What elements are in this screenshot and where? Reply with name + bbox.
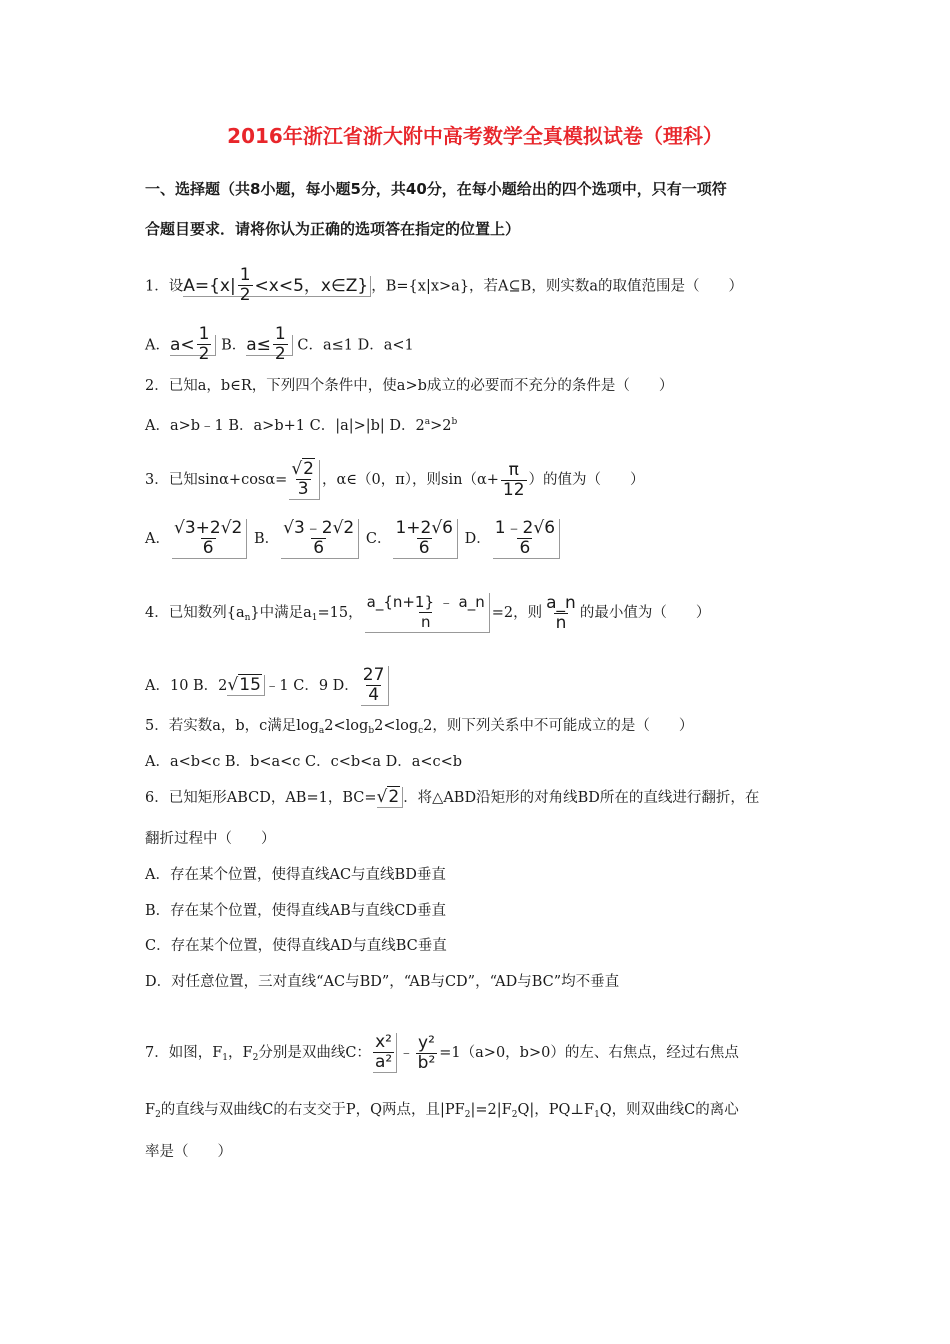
question-4-options xyxy=(145,666,391,706)
q7-l2-sub3: 2 xyxy=(511,1110,518,1120)
q2-sup-a: a xyxy=(424,417,431,427)
q3-frac1-den: 3 xyxy=(297,479,309,499)
q4-radicand: 15 xyxy=(239,675,261,695)
q7-l2-sub2: 2 xyxy=(464,1110,471,1120)
q2-options-text: A．a>b﹣1 B．a>b+1 C．|a|>|b| D．2 xyxy=(145,418,425,434)
q7-l2-b: 的直线与双曲线C的右支交于P，Q两点，且|PF xyxy=(160,1102,465,1118)
q5-text-mid-a: 2<log xyxy=(324,718,369,734)
question-7-stem-line-3: 率是（ ） xyxy=(145,1144,232,1160)
q1-options-c-d: C．a≤1 D．a<1 xyxy=(297,337,414,354)
q1-option-b-den: 2 xyxy=(274,344,286,364)
question-5-options: A．a<b<c B．b<a<c C．c<b<a D．a<c<b xyxy=(145,754,463,770)
q5-text-a: 5．若实数a，b，c满足log xyxy=(145,718,319,734)
q4-fraction-1 xyxy=(365,593,490,633)
q4-text-c: =15， xyxy=(317,605,363,621)
q4-frac2-den: n xyxy=(555,612,567,633)
q3-option-b-fraction xyxy=(281,519,359,559)
q3-option-c-den: 6 xyxy=(418,538,430,558)
q7-text-mid-a: ，F xyxy=(228,1045,253,1061)
q3-option-b-num: √3﹣2√2 xyxy=(283,518,355,538)
q4-option-d-num: 27 xyxy=(362,665,385,685)
section-heading-line-1: 一、选择题（共8小题，每小题5分，共40分，在每小题给出的四个选项中，只有一项符 xyxy=(145,180,727,198)
q4-sub-1: 1 xyxy=(311,613,318,623)
q7-l2-e: Q，则双曲线C的离心 xyxy=(599,1102,739,1118)
question-5-stem xyxy=(145,716,693,741)
q1-option-b-lhs: a≤ xyxy=(246,334,271,355)
q4-frac2-num: a_n xyxy=(546,592,576,613)
q6-text-b: ．将△ABD沿矩形的对角线BD所在的直线进行翻折，在 xyxy=(403,790,760,806)
q3-frac2-num: π xyxy=(508,459,519,480)
q1-option-b-fraction xyxy=(273,325,288,364)
q7-fraction-y xyxy=(416,1034,438,1073)
q1-option-a-fraction xyxy=(197,325,212,364)
q6-text-a: 6．已知矩形ABCD，AB=1，BC= xyxy=(145,790,377,806)
q4-option-b-radical: √15 xyxy=(227,675,264,696)
q4-text-d: =2，则 xyxy=(491,605,543,621)
q1-frac-den: 2 xyxy=(239,285,251,305)
q6-radical: √2 xyxy=(377,787,404,808)
q3-option-a-fraction xyxy=(172,519,247,559)
q2-sup-b: b xyxy=(451,417,458,427)
q2-options-mid: >2 xyxy=(430,418,452,434)
q4-fraction-2 xyxy=(544,594,578,633)
q5-text-mid-b: 2<log xyxy=(374,718,419,734)
q7-l2-a: F xyxy=(145,1102,156,1118)
q7-frac-y-num: y² xyxy=(418,1032,435,1053)
q3-option-a-den: 6 xyxy=(202,538,214,558)
q7-l2-c: |=2|F xyxy=(470,1102,512,1118)
q1-set-formula xyxy=(183,265,371,305)
q4-text-e: 的最小值为（ ） xyxy=(579,605,711,621)
q3-text-b: ，α∈（0，π），则sin（α+ xyxy=(322,472,499,488)
q3-option-d-den: 6 xyxy=(519,538,531,558)
page-title: 2016年浙江省浙大附中高考数学全真模拟试卷（理科） xyxy=(227,124,723,148)
q7-frac-x-den: a² xyxy=(374,1052,393,1072)
q4-option-d-den: 4 xyxy=(368,685,380,705)
q7-minus: ﹣ xyxy=(399,1045,414,1061)
q3-frac2-den: 12 xyxy=(502,479,525,500)
q3-option-c-fraction xyxy=(393,519,458,559)
q4-options-a-b: A．10 B．2 xyxy=(145,678,228,694)
question-3-stem xyxy=(145,460,645,500)
question-2-stem: 2．已知a，b∈R，下列四个条件中，使a>b成立的必要而不充分的条件是（ ） xyxy=(145,378,674,394)
q4-option-d-fraction xyxy=(361,666,390,706)
q4-frac1-den: n xyxy=(420,613,431,631)
q1-option-b-num: 1 xyxy=(274,324,286,344)
q3-option-a-num: √3+2√2 xyxy=(173,518,243,538)
q7-text-a: 7．如图，F xyxy=(145,1045,223,1061)
question-6-stem xyxy=(145,787,759,808)
q3-fraction-2 xyxy=(501,461,527,500)
q7-text-mid-b: 分别是双曲线C： xyxy=(258,1045,371,1061)
q3-option-c-label: C． xyxy=(365,531,392,547)
q6-radicand: 2 xyxy=(388,787,400,807)
question-3-options xyxy=(145,519,562,559)
q7-l2-d: Q|，PQ⊥F xyxy=(517,1102,595,1118)
q7-sub-1: 1 xyxy=(222,1053,229,1063)
question-6-stem-line-2: 翻折过程中（ ） xyxy=(145,831,276,847)
q3-text-c: ）的值为（ ） xyxy=(528,472,645,488)
q3-option-b-den: 6 xyxy=(313,538,325,558)
q5-sub-b: b xyxy=(368,726,375,736)
q1-option-a-den: 2 xyxy=(198,344,210,364)
q1-option-b-label: B． xyxy=(221,337,247,354)
q7-frac-y-den: b² xyxy=(417,1052,436,1073)
q7-frac-x-num: x² xyxy=(375,1032,392,1052)
q1-frac-num: 1 xyxy=(239,265,251,285)
q1-option-a-label: A． xyxy=(145,337,170,354)
question-7-stem-line-2 xyxy=(145,1100,739,1125)
question-6-option-c: C．存在某个位置，使得直线AD与直线BC垂直 xyxy=(145,938,447,954)
q3-frac1-num: √2 xyxy=(291,459,314,479)
q4-frac1-num: a_{n+1} ﹣ a_n xyxy=(366,593,485,611)
section-heading-line-2: 合题目要求．请将你认为正确的选项答在指定的位置上） xyxy=(145,220,521,238)
q7-fraction-x xyxy=(373,1033,397,1073)
q3-option-b-label: B． xyxy=(253,531,280,547)
q4-text-a: 4．已知数列{a xyxy=(145,605,245,621)
q4-text-b: }中满足a xyxy=(250,605,312,621)
question-6-option-a: A．存在某个位置，使得直线AC与直线BD垂直 xyxy=(145,867,446,883)
q4-sub-n: n xyxy=(244,613,251,623)
q1-option-a-lhs: a< xyxy=(169,334,195,355)
q1-fraction xyxy=(238,266,253,305)
q3-option-a-label: A． xyxy=(145,531,170,547)
q7-sub-2: 2 xyxy=(252,1053,259,1063)
question-1-stem xyxy=(145,266,743,305)
question-6-option-d: D．对任意位置，三对直线“AC与BD”，“AB与CD”，“AD与BC”均不垂直 xyxy=(145,974,620,990)
q7-l2-sub: 2 xyxy=(155,1110,161,1120)
q5-sub-c: c xyxy=(418,726,424,736)
question-1-options xyxy=(145,325,414,364)
q3-fraction-1 xyxy=(289,460,320,500)
q4-options-tail: ﹣1 C．9 D． xyxy=(264,678,359,694)
question-7-stem xyxy=(145,1033,739,1073)
q7-l2-sub4: 1 xyxy=(594,1110,600,1120)
question-4-stem xyxy=(145,593,710,633)
q3-option-d-num: 1﹣2√6 xyxy=(494,518,556,538)
q1-option-a-num: 1 xyxy=(198,324,210,344)
q5-sub-a: a xyxy=(318,726,325,736)
q1-option-b-formula xyxy=(246,324,293,364)
q1-option-a-formula xyxy=(169,324,217,364)
question-6-option-b: B．存在某个位置，使得直线AB与直线CD垂直 xyxy=(145,903,447,919)
q3-text-a: 3．已知sinα+cosα= xyxy=(145,472,288,488)
q1-text-b: ，B={x|x>a}，若A⊆B，则实数a的取值范围是（ ） xyxy=(371,278,743,295)
q7-text-b: =1（a>0，b>0）的左、右焦点，经过右焦点 xyxy=(439,1045,739,1061)
q1-set-close: <x<5，x∈Z} xyxy=(254,275,369,296)
q3-option-c-num: 1+2√6 xyxy=(395,518,453,538)
q1-text-a: 1．设 xyxy=(145,278,184,295)
q5-text-b: 2，则下列关系中不可能成立的是（ ） xyxy=(423,718,694,734)
q1-set-open: A={x| xyxy=(183,275,236,296)
q3-option-d-label: D． xyxy=(464,531,491,547)
q3-frac1-radicand: 2 xyxy=(303,459,314,479)
question-2-options xyxy=(145,412,457,436)
q3-option-d-fraction xyxy=(493,519,560,559)
